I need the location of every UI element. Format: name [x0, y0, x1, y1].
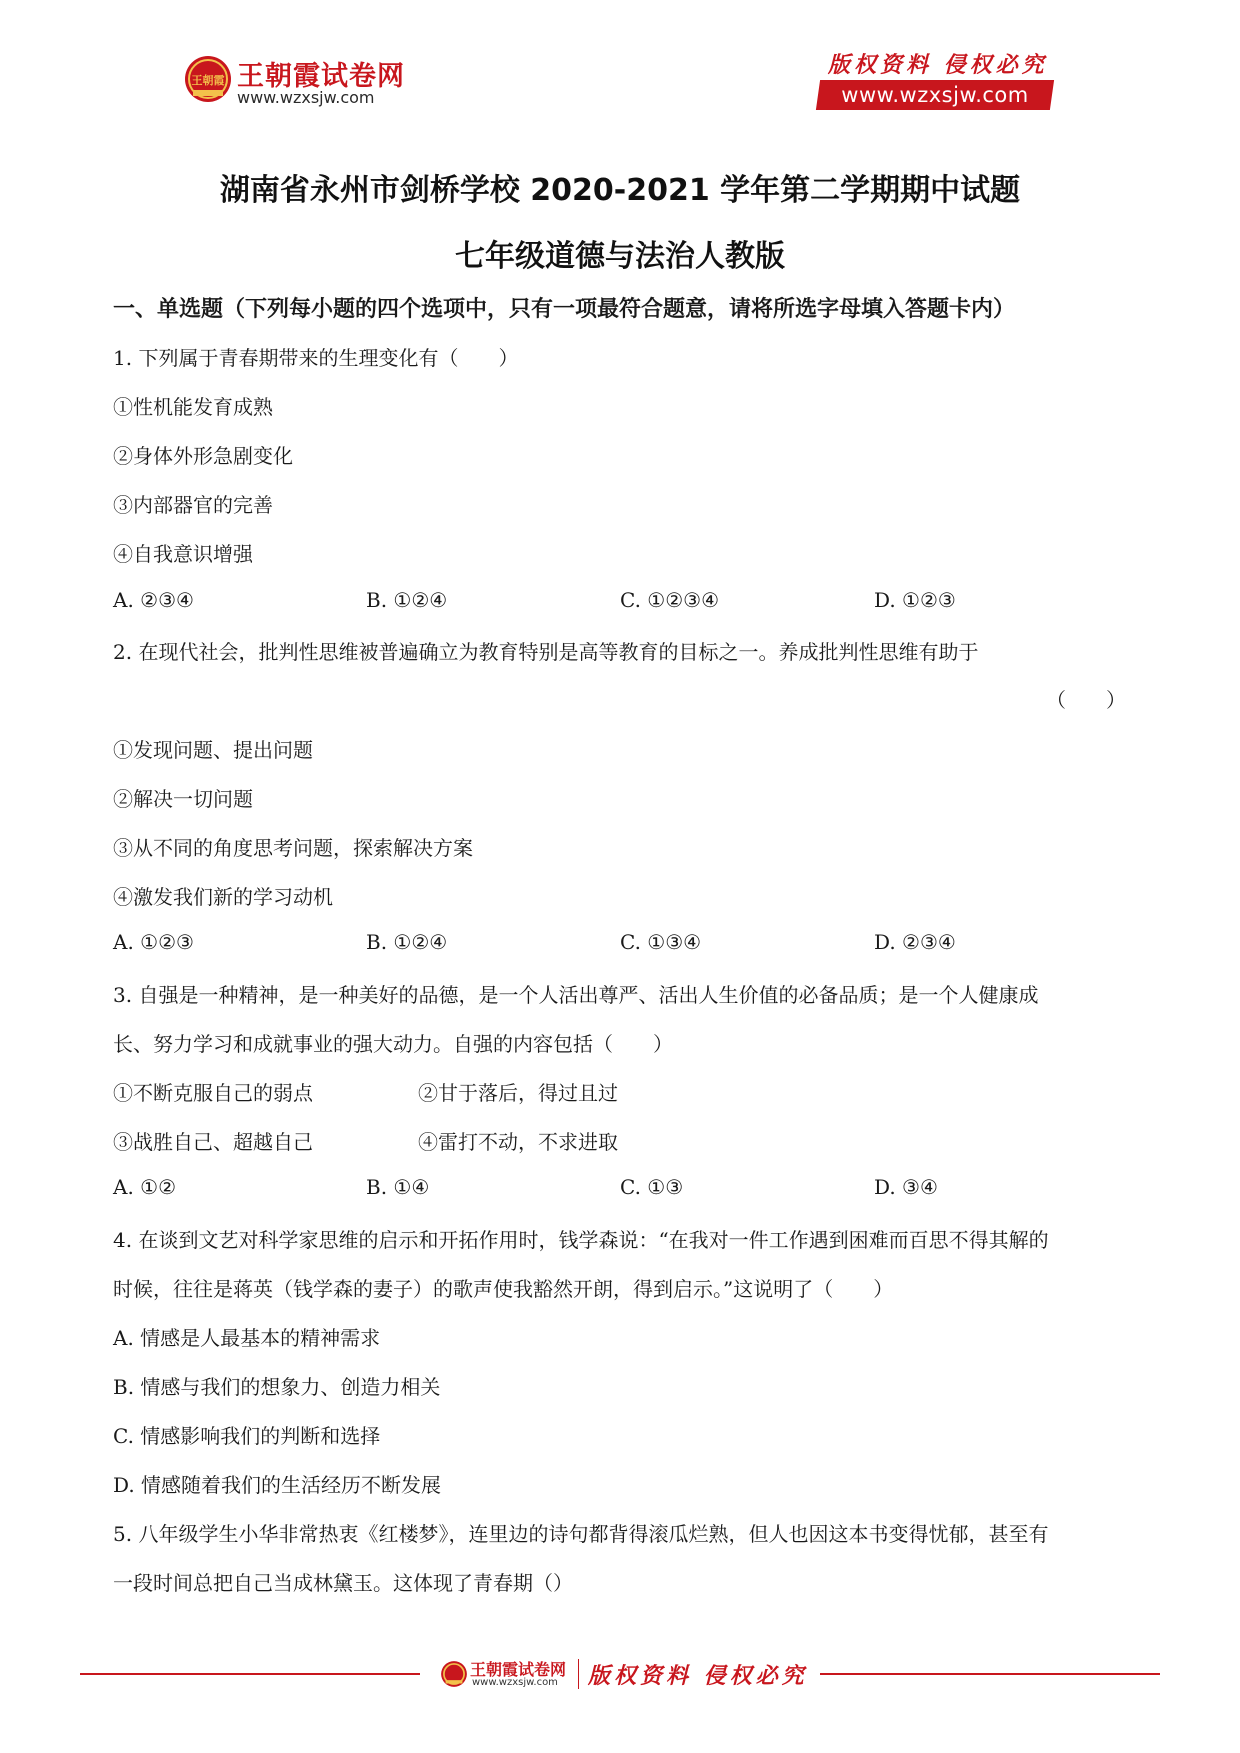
question-1-option-d[interactable]: D. ①②③ [874, 588, 956, 612]
page-header [0, 0, 1240, 130]
question-2-option-c[interactable]: C. ①③④ [620, 930, 702, 954]
copyright-url[interactable]: www.wzxsjw.com [841, 83, 1029, 107]
question-2-option-b[interactable]: B. ①②④ [366, 930, 448, 954]
copyright-url-box[interactable] [816, 80, 1054, 110]
question-5-stem-cont: 一段时间总把自己当成林黛玉。这体现了青春期（） [113, 1571, 573, 1595]
question-2-stem: 2. 在现代社会，批判性思维被普遍确立为教育特别是高等教育的目标之一。养成批判性思维有助于 [113, 640, 979, 664]
page-subtitle: 七年级道德与法治人教版 [455, 239, 785, 274]
page-footer [0, 1655, 1240, 1695]
question-3-item: ④雷打不动，不求进取 [418, 1130, 618, 1154]
question-4-option-b[interactable]: B. 情感与我们的想象力、创造力相关 [113, 1375, 441, 1399]
question-1-item: ③内部器官的完善 [113, 493, 273, 517]
question-2-option-d[interactable]: D. ②③④ [874, 930, 956, 954]
question-1-item: ①性机能发育成熟 [113, 395, 273, 419]
brand-url[interactable]: www.wzxsjw.com [237, 88, 375, 107]
question-3-item: ②甘于落后，得过且过 [418, 1081, 618, 1105]
question-1-option-a[interactable]: A. ②③④ [113, 588, 194, 612]
question-1-item: ④自我意识增强 [113, 542, 253, 566]
footer-divider-left [80, 1673, 420, 1675]
seal-logo-icon [183, 54, 233, 104]
question-2-item: ②解决一切问题 [113, 787, 253, 811]
question-2-item: ③从不同的角度思考问题，探索解决方案 [113, 836, 473, 860]
question-2-answer-paren: （ ） [1046, 688, 1126, 712]
question-4-stem: 4. 在谈到文艺对科学家思维的启示和开拓作用时，钱学森说：“在我对一件工作遇到困难而百思不得其解的 [113, 1228, 1049, 1252]
footer-seal-icon [440, 1660, 468, 1688]
question-3-option-c[interactable]: C. ①③ [620, 1175, 684, 1199]
brand-name: 王朝霞试卷网 [237, 61, 405, 92]
question-4-option-c[interactable]: C. 情感影响我们的判断和选择 [113, 1424, 381, 1448]
question-4-option-a[interactable]: A. 情感是人最基本的精神需求 [113, 1326, 381, 1350]
question-3-stem: 3. 自强是一种精神，是一种美好的品德，是一个人活出尊严、活出人生价值的必备品质；是一个人健康成 [113, 983, 1039, 1007]
footer-separator [578, 1659, 579, 1689]
copyright-notice: 版权资料 侵权必究 [828, 52, 1048, 78]
footer-brand-url[interactable]: www.wzxsjw.com [472, 1677, 558, 1688]
question-3-option-d[interactable]: D. ③④ [874, 1175, 938, 1199]
question-3-stem-cont: 长、努力学习和成就事业的强大动力。自强的内容包括（ ） [113, 1032, 673, 1056]
question-1-option-c[interactable]: C. ①②③④ [620, 588, 720, 612]
seal-text: 王朝霞 [191, 74, 225, 87]
question-4-option-d[interactable]: D. 情感随着我们的生活经历不断发展 [113, 1473, 442, 1497]
question-2-item: ①发现问题、提出问题 [113, 738, 313, 762]
question-3-option-a[interactable]: A. ①② [113, 1175, 177, 1199]
question-2-item: ④激发我们新的学习动机 [113, 885, 333, 909]
question-5-stem: 5. 八年级学生小华非常热衷《红楼梦》，连里边的诗句都背得滚瓜烂熟，但人也因这本书变得忧郁，甚至有 [113, 1522, 1049, 1546]
question-3-item: ③战胜自己、超越自己 [113, 1130, 313, 1154]
question-3-option-b[interactable]: B. ①④ [366, 1175, 430, 1199]
footer-brand-name: 王朝霞试卷网 [470, 1660, 567, 1679]
question-2-option-a[interactable]: A. ①②③ [113, 930, 194, 954]
question-3-item: ①不断克服自己的弱点 [113, 1081, 313, 1105]
copyright-block [818, 48, 1052, 110]
page-title: 湖南省永州市剑桥学校 2020-2021 学年第二学期期中试题 [219, 173, 1021, 208]
question-1-item: ②身体外形急剧变化 [113, 444, 293, 468]
footer-copyright: 版权资料 侵权必究 [588, 1663, 808, 1689]
question-1-stem: 1. 下列属于青春期带来的生理变化有（ ） [113, 346, 519, 370]
question-1-option-b[interactable]: B. ①②④ [366, 588, 448, 612]
section-heading: 一、单选题（下列每小题的四个选项中，只有一项最符合题意，请将所选字母填入答题卡内） [113, 297, 1016, 322]
footer-divider-right [820, 1673, 1160, 1675]
brand-logo[interactable] [183, 52, 403, 112]
question-4-stem-cont: 时候，往往是蒋英（钱学森的妻子）的歌声使我豁然开朗，得到启示。”这说明了（ ） [113, 1277, 894, 1301]
